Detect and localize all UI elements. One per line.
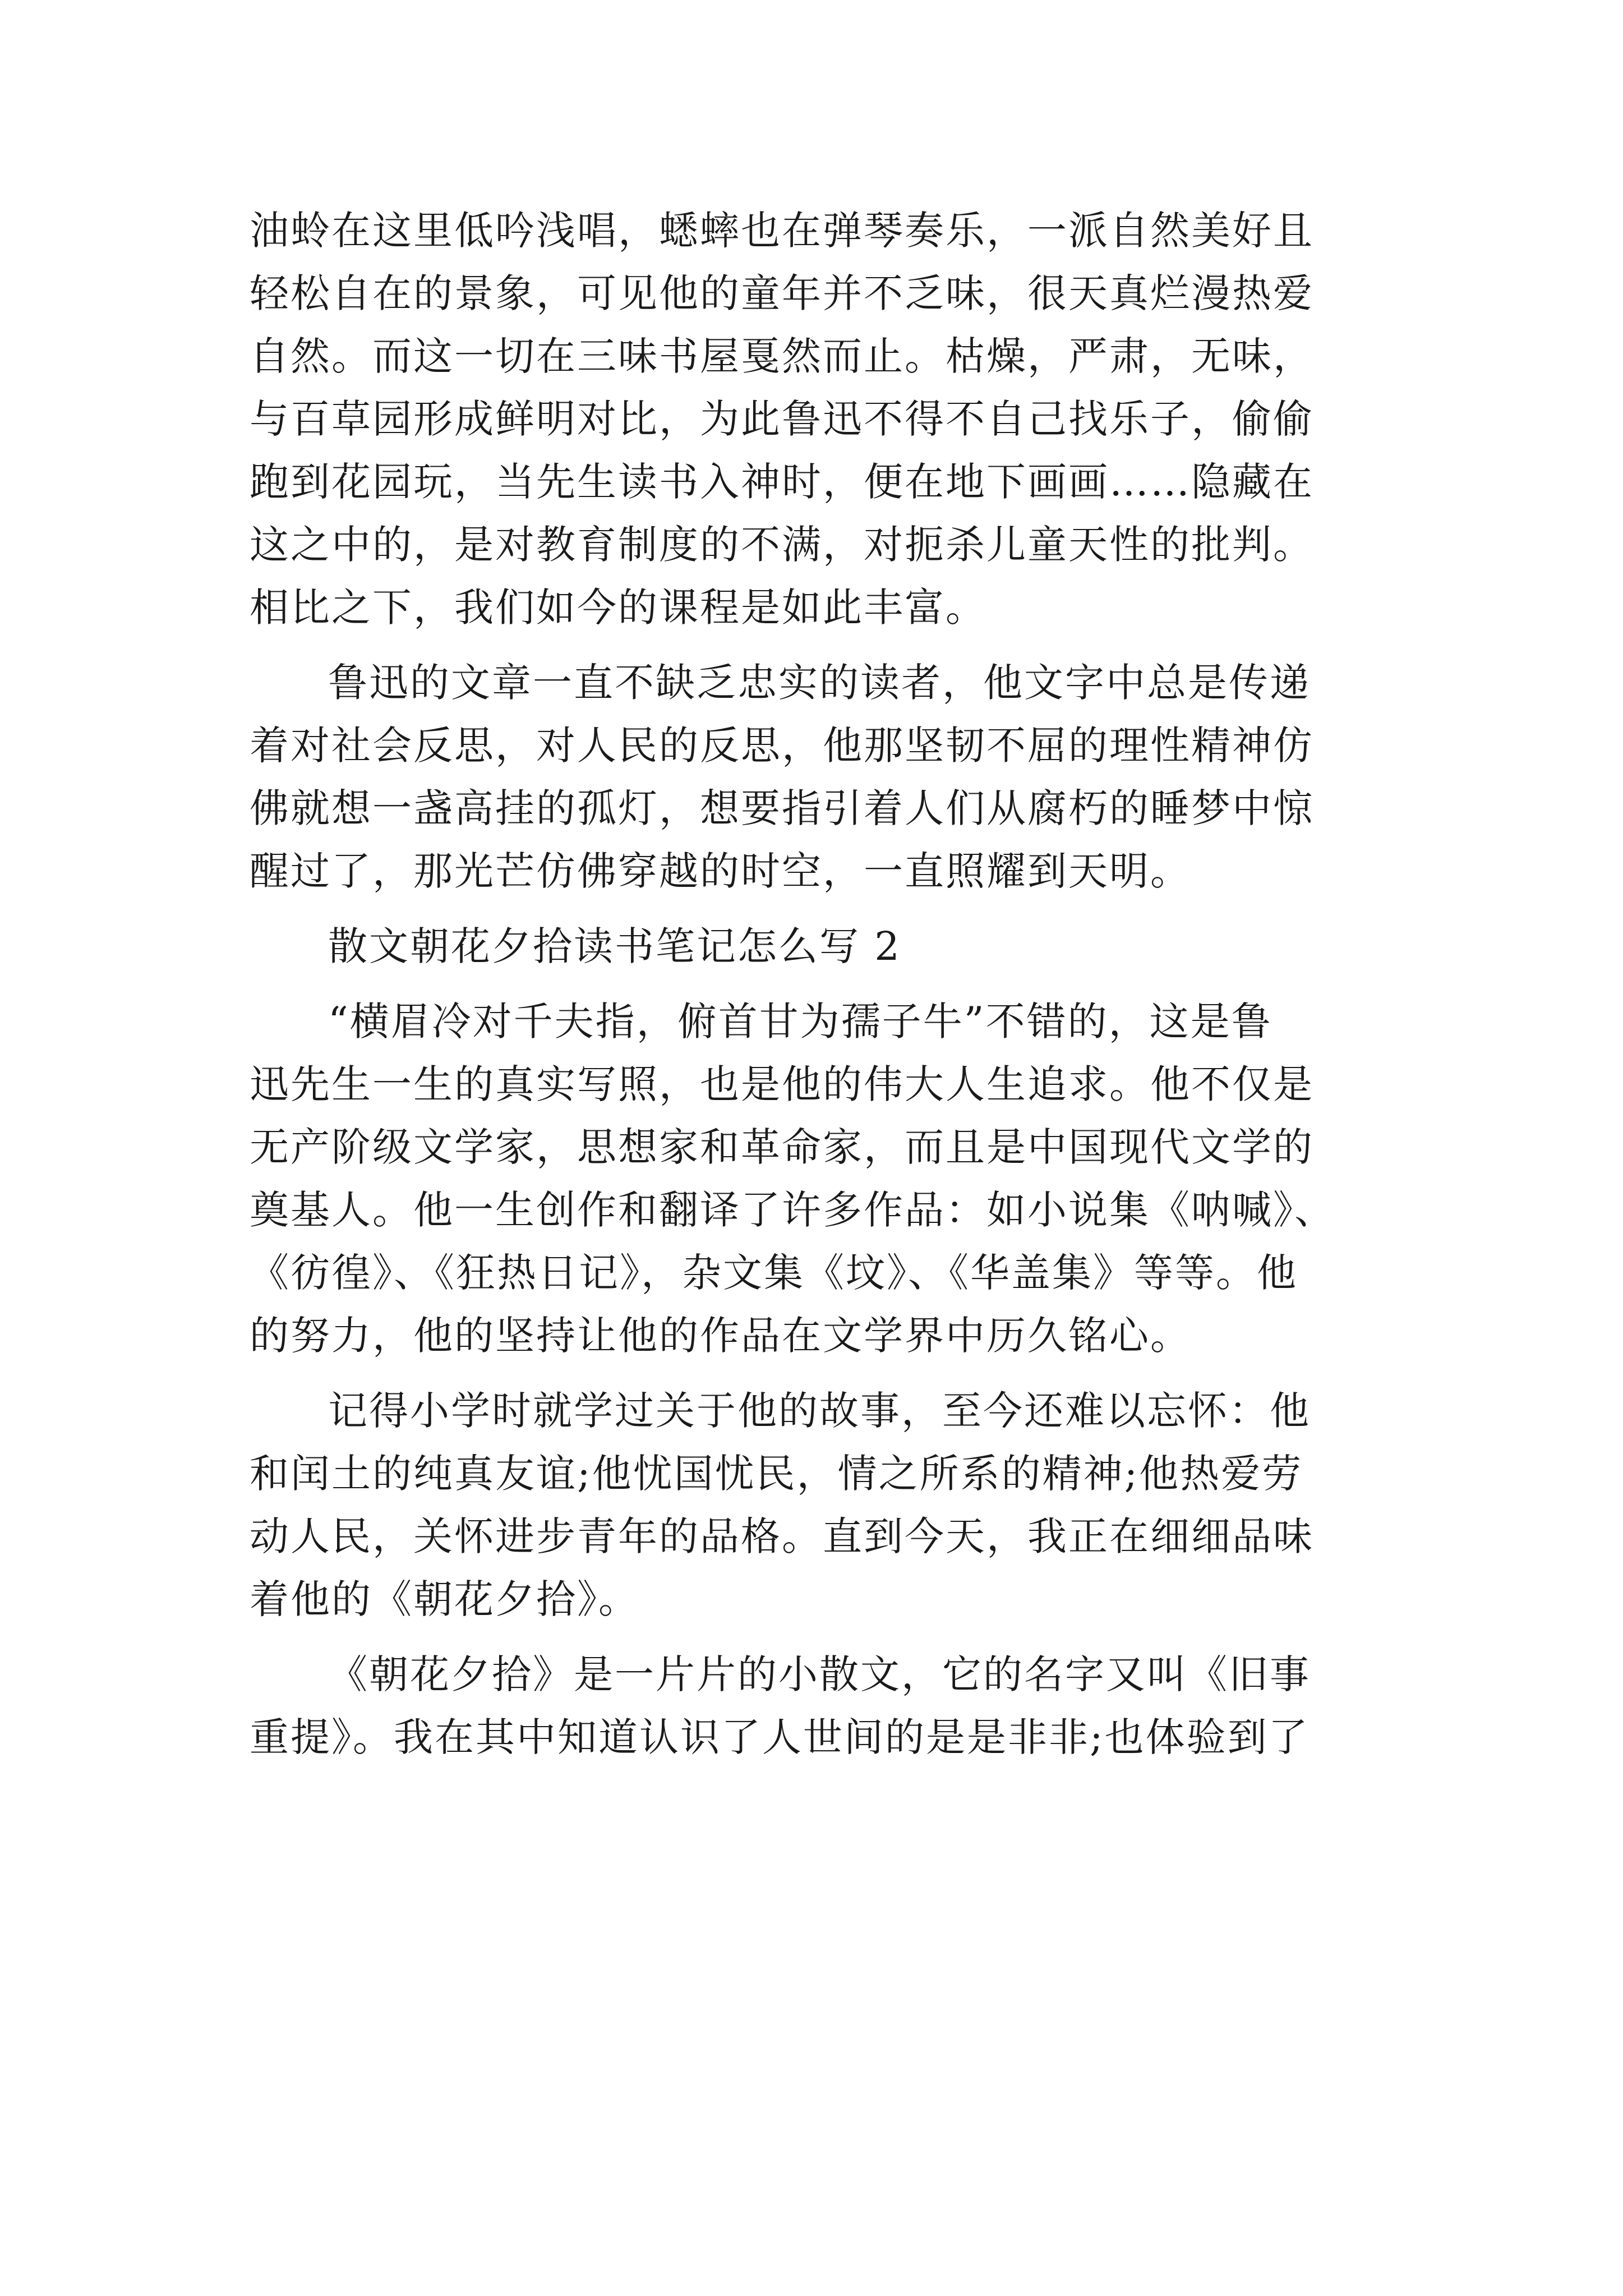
text-line: 醒过了，那光芒仿佛穿越的时空，一直照耀到天明。 [250,848,1191,894]
text-line: 着对社会反思，对人民的反思，他那坚韧不屈的理性精神仿 [250,723,1314,769]
document-body [250,199,1427,1769]
text-line: 油蛉在这里低吟浅唱，蟋蟀也在弹琴奏乐，一派自然美好且 [250,208,1314,254]
text-line: 和闰土的纯真友谊;他忧国忧民，情之所系的精神;他热爱劳 [250,1451,1303,1497]
text-line: 的努力，他的坚持让他的作品在文学界中历久铭心。 [250,1313,1191,1359]
text-line: 相比之下，我们如今的课程是如此丰富。 [250,585,986,631]
text-line: 佛就想一盏高挂的孤灯，想要指引着人们从腐朽的睡梦中惊 [250,785,1314,831]
text-line: 动人民，关怀进步青年的品格。直到今天，我正在细细品味 [250,1513,1314,1559]
section-heading: 散文朝花夕拾读书笔记怎么写 2 [328,923,901,969]
paragraph-start-line: “横眉冷对千夫指，俯首甘为孺子牛”不错的，这是鲁 [328,999,1272,1045]
text-line: 奠基人。他一生创作和翻译了许多作品：如小说集《呐喊》、 [250,1187,1335,1233]
text-line: 跑到花园玩，当先生读书入神时，便在地下画画……隐藏在 [250,459,1314,505]
paragraph-start-line: 记得小学时就学过关于他的故事，至今还难以忘怀：他 [328,1388,1311,1434]
text-line: 迅先生一生的真实写照，也是他的伟大人生追求。他不仅是 [250,1061,1314,1107]
text-line: 自然。而这一切在三味书屋戛然而止。枯燥，严肃，无味， [250,333,1314,379]
paragraph-start-line: 《朝花夕拾》是一片片的小散文，它的名字又叫《旧事 [328,1651,1311,1697]
text-line: 这之中的，是对教育制度的不满，对扼杀儿童天性的批判。 [250,522,1314,568]
text-line: 轻松自在的景象，可见他的童年并不乏味，很天真烂漫热爱 [250,270,1314,316]
paragraph-start-line: 鲁迅的文章一直不缺乏忠实的读者，他文字中总是传递 [328,660,1311,706]
text-line: 无产阶级文学家，思想家和革命家，而且是中国现代文学的 [250,1124,1314,1170]
text-line: 《彷徨》、《狂热日记》，杂文集《坟》、《华盖集》等等。他 [250,1250,1298,1296]
text-line: 与百草园形成鲜明对比，为此鲁迅不得不自己找乐子，偷偷 [250,396,1314,442]
text-line: 重提》。我在其中知道认识了人世间的是是非非;也体验到了 [250,1714,1310,1760]
text-line: 着他的《朝花夕拾》。 [250,1576,639,1622]
